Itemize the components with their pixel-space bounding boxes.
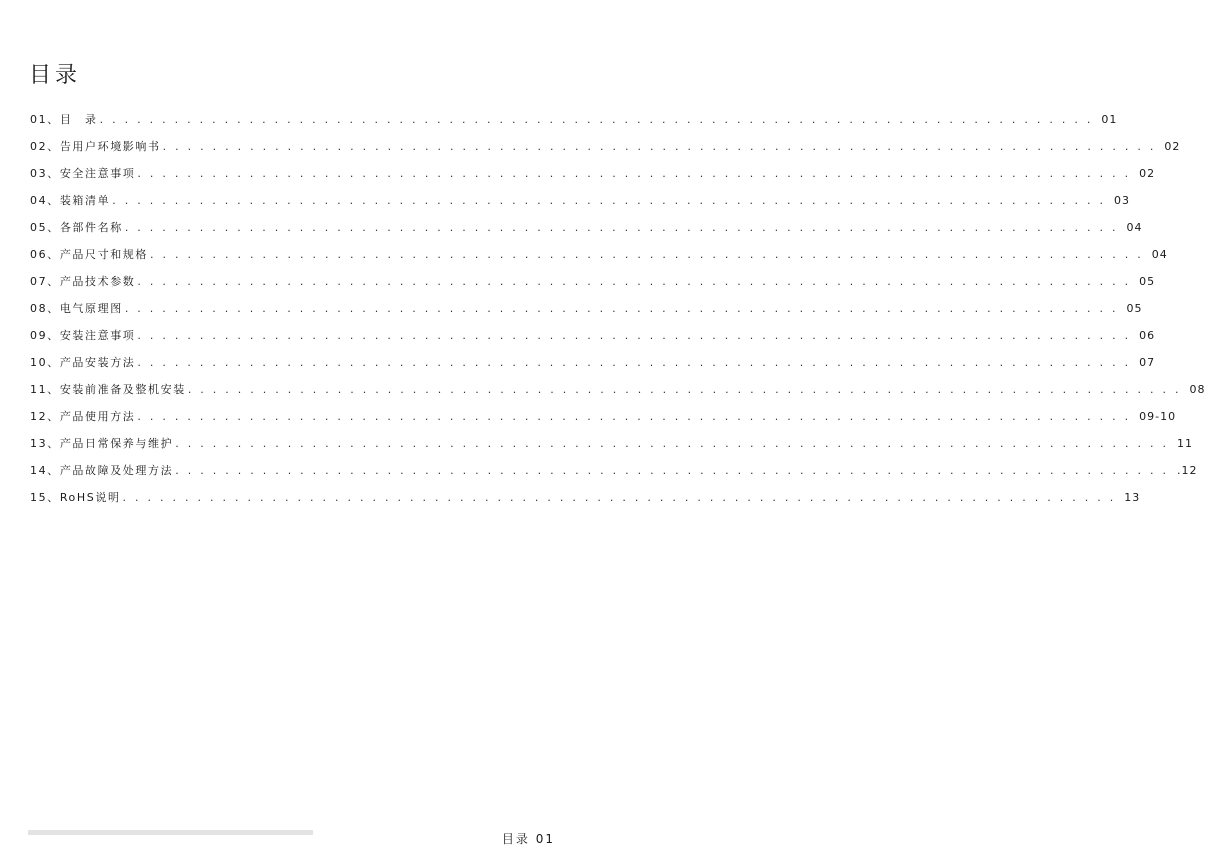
toc-entry-title: 产品安装方法 — [59, 356, 136, 369]
toc-dot-leader: ................................................................................ — [122, 491, 1123, 504]
toc-dot-leader: ................................................................................ — [162, 140, 1163, 153]
footer-divider-bar — [28, 830, 313, 835]
toc-entry-page: 04 — [1151, 248, 1168, 261]
toc-entry[interactable] — [30, 111, 1118, 138]
toc-entry-title: 产品故障及处理方法 — [59, 464, 174, 477]
toc-entry-number: 02、 — [30, 140, 60, 153]
toc-entry-page: .12 — [1176, 464, 1198, 477]
toc-dot-leader: ................................................................................ — [124, 221, 1125, 234]
toc-entry[interactable] — [30, 300, 1143, 327]
toc-entry-page: 09-10 — [1139, 410, 1177, 423]
toc-dot-leader: ................................................................................ — [137, 329, 1138, 342]
toc-entry-page: 02 — [1139, 167, 1156, 180]
toc-entry-number: 03、 — [30, 167, 60, 180]
toc-dot-leader: ................................................................................ — [175, 464, 1175, 477]
toc-entry-title: 安装前准备及整机安装 — [59, 383, 186, 396]
toc-entry-number: 10、 — [30, 356, 60, 369]
toc-entry[interactable] — [30, 246, 1168, 273]
footer-page-label: 目录 01 — [501, 832, 555, 846]
toc-entry-title: 安装注意事项 — [59, 329, 136, 342]
toc-entry-page: 11 — [1176, 437, 1193, 450]
toc-entry[interactable] — [30, 219, 1143, 246]
toc-entry-title: 电气原理图 — [59, 302, 123, 315]
toc-entry-number: 13、 — [30, 437, 60, 450]
toc-entry-title: 装箱清单 — [59, 194, 111, 207]
toc-entry[interactable] — [30, 489, 1141, 516]
toc-entry-number: 15、 — [30, 491, 60, 504]
toc-dot-leader: ................................................................................ — [175, 437, 1175, 450]
page-title: 目录 — [29, 63, 82, 88]
toc-entry[interactable] — [30, 435, 1193, 462]
toc-entry-number: 08、 — [30, 302, 60, 315]
toc-entry-page: 13 — [1124, 491, 1141, 504]
toc-entry-title: 各部件名称 — [59, 221, 123, 234]
toc-entry[interactable] — [30, 138, 1181, 165]
toc-entry-title: RoHS说明 — [59, 491, 121, 504]
toc-dot-leader: ................................................................................ — [150, 248, 1150, 261]
toc-dot-leader: ................................................................................ — [99, 113, 1100, 126]
toc-entry-title: 产品日常保养与维护 — [59, 437, 174, 450]
toc-entry[interactable] — [30, 165, 1156, 192]
toc-entry-number: 04、 — [30, 194, 60, 207]
toc-dot-leader: ................................................................................ — [137, 275, 1138, 288]
toc-entry[interactable] — [30, 327, 1156, 354]
toc-entry[interactable] — [30, 354, 1156, 381]
toc-entry-number: 07、 — [30, 275, 60, 288]
toc-entry-number: 09、 — [30, 329, 60, 342]
toc-entry-page: 01 — [1101, 113, 1118, 126]
toc-entry-title: 产品使用方法 — [59, 410, 136, 423]
toc-dot-leader: ................................................................................ — [137, 167, 1138, 180]
toc-entry-title: 安全注意事项 — [59, 167, 136, 180]
toc-dot-leader: ................................................................................ — [187, 383, 1188, 396]
toc-entry-number: 12、 — [30, 410, 60, 423]
toc-entry-title: 产品尺寸和规格 — [59, 248, 149, 261]
toc-entry-number: 06、 — [30, 248, 60, 261]
toc-dot-leader: ................................................................................ — [112, 194, 1112, 207]
toc-entry-number: 05、 — [30, 221, 60, 234]
toc-entry-number: 01、 — [30, 113, 60, 126]
toc-entry-title: 告用户环境影响书 — [59, 140, 161, 153]
toc-entry-page: 07 — [1139, 356, 1156, 369]
toc-entry-title: 产品技术参数 — [59, 275, 136, 288]
toc-dot-leader: ................................................................................ — [124, 302, 1125, 315]
toc-entry-number: 11、 — [30, 383, 60, 396]
toc-entry-number: 14、 — [30, 464, 60, 477]
toc-entry-page: 04 — [1126, 221, 1143, 234]
toc-dot-leader: ................................................................................ — [137, 410, 1138, 423]
toc-entry[interactable] — [30, 462, 1198, 489]
toc-entry-page: 05 — [1126, 302, 1143, 315]
toc-entry-title: 目 录 — [59, 113, 98, 126]
toc-entry-page: 08 — [1189, 383, 1206, 396]
toc-entry[interactable] — [30, 408, 1177, 435]
toc-entry[interactable] — [30, 192, 1130, 219]
toc-entry-page: 05 — [1139, 275, 1156, 288]
toc-entry-page: 03 — [1113, 194, 1130, 207]
toc-entry-page: 06 — [1139, 329, 1156, 342]
toc-dot-leader: ................................................................................ — [137, 356, 1138, 369]
toc-entry[interactable] — [30, 273, 1156, 300]
toc-entry[interactable] — [30, 381, 1206, 408]
toc-entry-page: 02 — [1164, 140, 1181, 153]
table-of-contents — [30, 111, 1206, 516]
